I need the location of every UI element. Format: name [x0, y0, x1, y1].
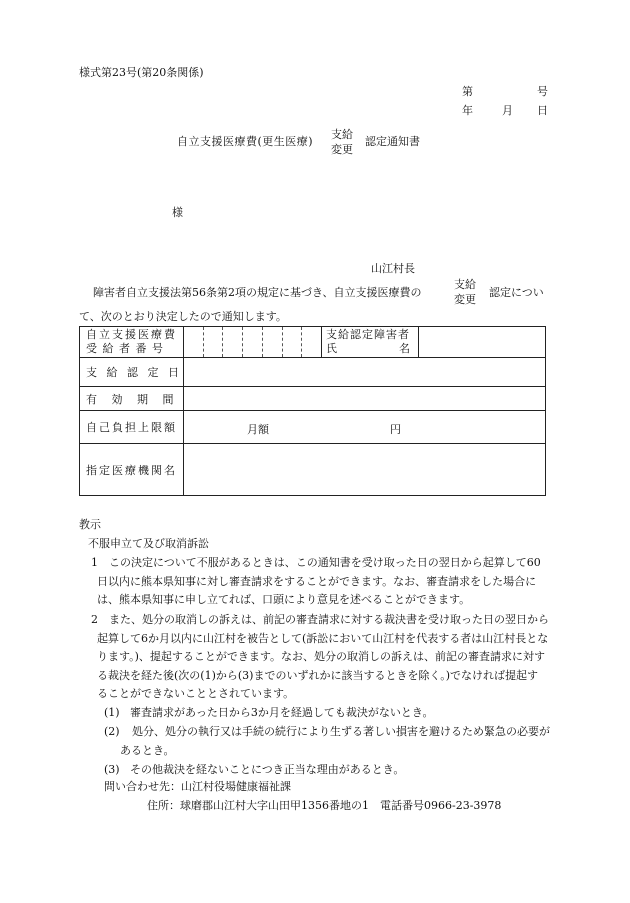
sub1-number: (1): [104, 706, 120, 719]
table-row: [80, 444, 546, 496]
document-title-suffix: 認定通知書: [365, 135, 420, 148]
date-month: 月: [502, 104, 513, 117]
recipient-number-label: 自立支援医療費 受 給 者 番 号: [80, 327, 184, 358]
issuer-name: 山江村長: [371, 262, 415, 275]
medical-institution-value[interactable]: [184, 444, 546, 496]
intro-text-part1: 障害者自立支援法第56条第2項の規定に基づき、自立支援医療費の: [93, 286, 422, 299]
patient-name-label: 支給認定障害者 氏 名: [322, 327, 419, 358]
intro-text-part2: 認定につい: [489, 286, 544, 299]
form-number: 様式第23号(第20条関係): [79, 66, 204, 79]
document-title-option-payment: 支給: [331, 128, 353, 141]
date-year: 年: [462, 104, 473, 117]
item2-text: また、処分の取消しの訴えは、前記の審査請求に対する裁決書を受け取った日の翌日から起算して6か月以内に山江村を被告として(訴訟において山江村を代表する者は山江村長となります。)、提起することができます。なお、処分の取消しの訴えは、前記の審査請求に対する裁決を経た後(次の(1)から(3)までのいずれかに該当するときを除く。)でなければ提起することができないこととされています。: [97, 613, 549, 701]
contact-address: 住所：球磨郡山江村大字山田甲1356番地の1 電話番号0966-23-3978: [147, 799, 502, 812]
intro-option-payment: 支給: [454, 278, 476, 291]
sub1-text: 審査請求があった日から3か月を経過しても裁決がないとき。: [130, 706, 434, 719]
yen-label: 円: [390, 423, 401, 436]
table-row: [80, 411, 546, 444]
date-day: 日: [537, 104, 548, 117]
document-title-option-change: 変更: [331, 143, 353, 156]
sub2-text: 処分、処分の執行又は手続の続行により生ずる著しい損害を避けるため緊急の必要があるとき。: [120, 725, 550, 757]
notes-heading: 教示: [79, 518, 101, 531]
item1-text: この決定について不服があるときは、この通知書を受け取った日の翌日から起算して60日以内に熊本県知事に対し審査請求をすることができます。なお、審査請求をした場合には、熊本県知事に申し立てれば、口頭により意見を述べることができます。: [97, 556, 541, 607]
copay-limit-label: 自己負担上限額: [80, 411, 184, 444]
recipient-number-boxes[interactable]: [184, 327, 322, 358]
validity-period-label: 有 効 期 間: [80, 387, 184, 411]
contact-department: 問い合わせ先：山江村役場健康福祉課: [104, 780, 291, 793]
item2-number: 2: [91, 613, 98, 626]
sub2-number: (2): [104, 725, 120, 738]
sub3-number: (3): [104, 763, 120, 776]
table-row: [80, 358, 546, 387]
certificate-table: [79, 326, 546, 496]
addressee-honorific: 様: [172, 206, 183, 219]
medical-institution-label: 指定医療機関名: [80, 444, 184, 496]
document-number-suffix: 号: [537, 85, 548, 98]
table-row: [80, 387, 546, 411]
notes-subheading: 不服申立て及び取消訴訟: [88, 537, 209, 550]
document-number-prefix: 第: [462, 85, 473, 98]
patient-name-value[interactable]: [419, 327, 546, 358]
document-title-prefix: 自立支援医療費(更生医療): [177, 135, 314, 148]
sub3-text: その他裁決を経ないことにつき正当な理由があるとき。: [130, 763, 405, 776]
intro-option-change: 変更: [454, 293, 476, 306]
intro-text-line2: て、次のとおり決定したので通知します。: [79, 310, 287, 323]
certification-date-label: 支 給 認 定 日: [80, 358, 184, 387]
certification-date-value[interactable]: [184, 358, 546, 387]
monthly-amount-label: 月額: [247, 423, 269, 436]
item1-number: 1: [91, 556, 98, 569]
validity-period-value[interactable]: [184, 387, 546, 411]
copay-limit-value[interactable]: [184, 411, 546, 444]
table-row: [80, 327, 546, 358]
